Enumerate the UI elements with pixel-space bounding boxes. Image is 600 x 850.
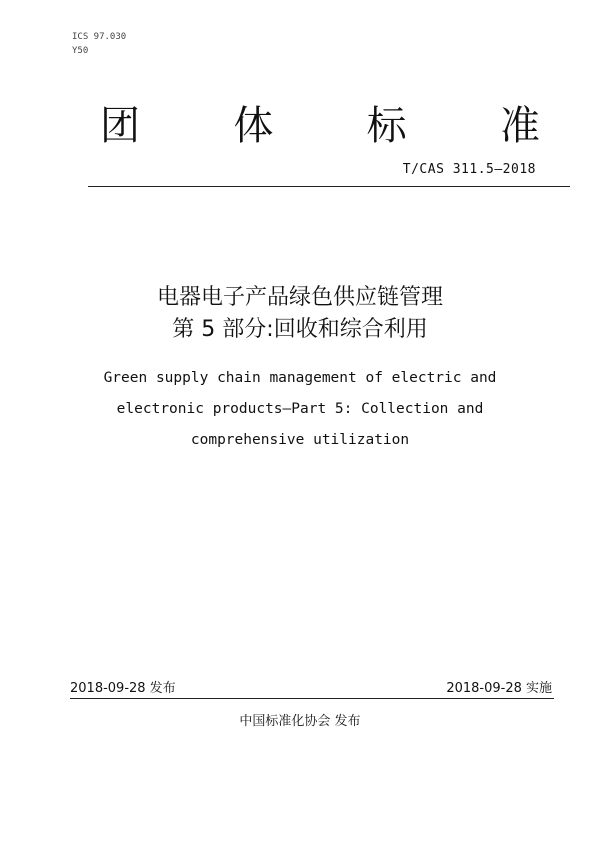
title-char-1: 团 <box>100 103 140 149</box>
chinese-title-line-1: 电器电子产品绿色供应链管理 <box>156 285 443 310</box>
title-char-2: 体 <box>233 103 274 149</box>
title-char-3: 标 <box>366 103 407 149</box>
document-type-title <box>100 96 540 156</box>
issue-date: 2018-09-28 发布 <box>70 681 176 696</box>
classification-codes <box>72 30 126 58</box>
ics-code: ICS 97.030 <box>72 32 127 42</box>
publisher: 中国标准化协会 发布 <box>239 714 361 729</box>
title-char-4: 准 <box>499 103 540 149</box>
ccs-code: Y50 <box>72 46 89 56</box>
english-title-line-3: comprehensive utilization <box>190 432 410 448</box>
standard-number: T/CAS 311.5—2018 <box>402 162 536 177</box>
header-divider <box>88 186 570 187</box>
chinese-title-line-2: 第 5 部分:回收和综合利用 <box>172 317 428 342</box>
english-title-line-1: Green supply chain management of electric and <box>103 370 497 386</box>
english-title-line-2: electronic products—Part 5: Collection and <box>116 401 484 417</box>
footer-divider <box>70 698 554 699</box>
implementation-date: 2018-09-28 实施 <box>446 681 552 696</box>
